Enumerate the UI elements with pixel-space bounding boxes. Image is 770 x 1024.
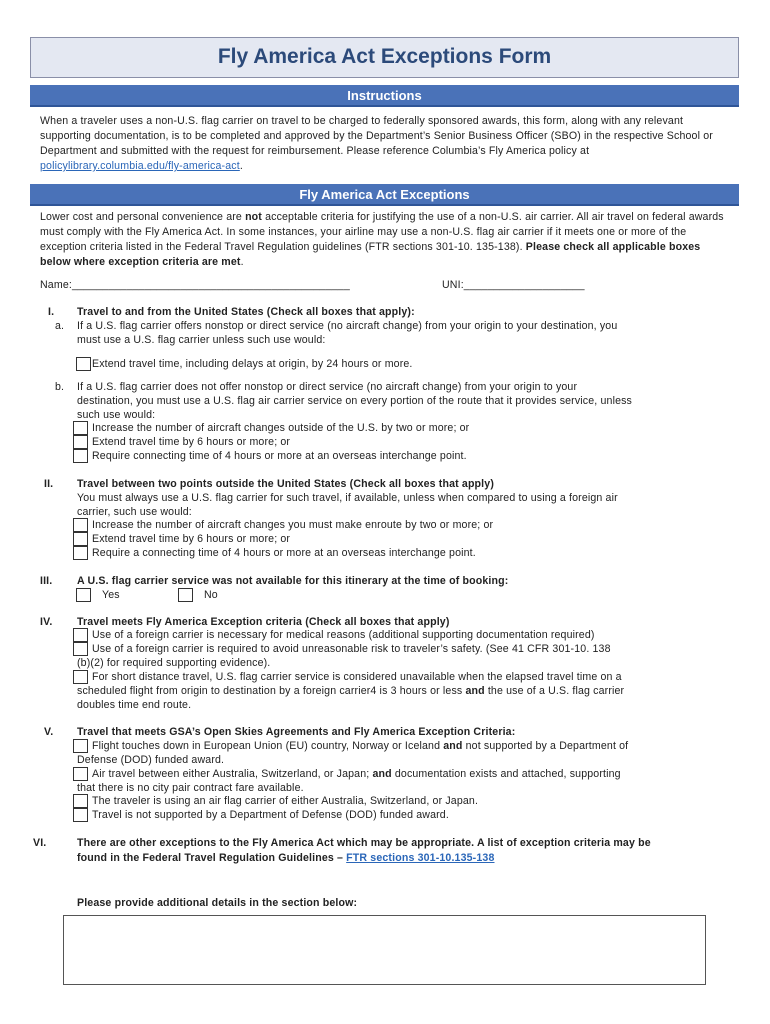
label-5-opt2b: that there is no city pair contract fare available. [77,782,304,794]
checkbox-5-opt1[interactable] [73,739,88,753]
label-4-opt1: Use of a foreign carrier is necessary for medical reasons (additional supporting documentation required) [92,629,595,641]
label-2-opt1: Increase the number of aircraft changes you must make enroute by two or more; or [92,519,494,531]
label-4-opt3b2: the use of a U.S. flag carrier [484,685,625,697]
label-1b-opt2: Extend travel time by 6 hours or more; or [92,436,291,448]
checkbox-yes[interactable] [76,588,91,602]
section-5-title: Travel that meets GSA’s Open Skies Agreements and Fly America Exception Criteria: [77,726,516,738]
section-3-num: III. [40,575,53,587]
section-1-title: Travel to and from the United States (Check all boxes that apply): [77,306,415,318]
label-4-opt3b [77,684,624,698]
section-4-title: Travel meets Fly America Exception criteria (Check all boxes that apply) [77,616,450,628]
label-5-opt2a [92,767,621,781]
exceptions-bold: Please check all applicable boxes below where exception criteria are met [40,241,701,268]
checkbox-1b-opt1[interactable] [73,421,88,435]
section-6-line1: There are other exceptions to the Fly America Act which may be appropriate. A list of exception criteria may be [77,837,651,849]
instructions-header: Instructions [30,85,739,107]
exceptions-header: Fly America Act Exceptions [30,184,739,206]
label-5-opt3: The traveler is using an air flag carrier of either Australia, Switzerland, or Japan. [92,795,479,807]
details-label: Please provide additional details in the section below: [77,897,358,909]
section-1b-text2: destination, you must use a U.S. flag air carrier service on every portion of the route that it provides service, unless [77,395,633,407]
exceptions-not: not [245,211,262,223]
section-1b-text1: If a U.S. flag carrier does not offer nonstop or direct service (no aircraft change) from your origin to your [77,381,578,393]
label-2-opt2: Extend travel time by 6 hours or more; or [92,533,291,545]
section-1a-text2: must use a U.S. flag carrier unless such use would: [77,334,326,346]
uni-field[interactable]: UNI:____________________ [442,279,585,291]
label-4-opt2b: (b)(2) for required supporting evidence). [77,657,271,669]
label-4-opt3b1: scheduled flight from origin to destination by a foreign carrier4 is 3 hours or less [77,685,466,697]
instructions-end: . [239,160,243,172]
checkbox-4-opt2[interactable] [73,642,88,656]
instructions-text [40,114,730,174]
form-title: Fly America Act Exceptions Form [30,37,739,78]
section-2-text2: carrier, such use would: [77,506,192,518]
checkbox-no[interactable] [178,588,193,602]
checkbox-5-opt3[interactable] [73,794,88,808]
exceptions-end: . [240,256,244,268]
label-yes: Yes [102,589,120,601]
section-1a-text1: If a U.S. flag carrier offers nonstop or direct service (no aircraft change) from your origin to your destination, you [77,320,618,332]
label-5-opt1b: Defense (DOD) funded award. [77,754,225,766]
checkbox-1a-opt1[interactable] [76,357,91,371]
label-4-opt3b-and: and [465,685,485,697]
label-2-opt3: Require a connecting time of 4 hours or more at an overseas interchange point. [92,547,476,559]
label-4-opt3a: For short distance travel, U.S. flag carrier service is considered unavailable when the elapsed travel time on a [92,671,622,683]
section-1b-num: b. [55,381,65,393]
section-6-num: VI. [33,837,47,849]
section-5-num: V. [44,726,54,738]
label-5-opt1a [92,739,628,753]
instructions-body: When a traveler uses a non-U.S. flag carrier on travel to be charged to federally sponsored awards, this form, along with any relevant supporting documentation, is to be completed and approved by the Department’s Senior Business Officer (SBO) in the respective School or Department and submitted with the request for reimbursement. Please reference Columbia’s Fly America policy at [40,115,713,157]
section-2-num: II. [44,478,54,490]
label-1b-opt3: Require connecting time of 4 hours or more at an overseas interchange point. [92,450,467,462]
label-5-opt1a-text: Flight touches down in European Union (EU) country, Norway or Iceland [92,740,444,752]
label-1a-opt1: Extend travel time, including delays at origin, by 24 hours or more. [92,358,413,370]
checkbox-5-opt4[interactable] [73,808,88,822]
label-5-opt1a2: not supported by a Department of [462,740,629,752]
exceptions-p1: Lower cost and personal convenience are [40,211,246,223]
checkbox-4-opt1[interactable] [73,628,88,642]
label-5-opt4: Travel is not supported by a Department of Defense (DOD) funded award. [92,809,449,821]
checkbox-2-opt2[interactable] [73,532,88,546]
exceptions-text [40,210,730,270]
section-3-title: A U.S. flag carrier service was not available for this itinerary at the time of booking: [77,575,509,587]
checkbox-1b-opt2[interactable] [73,435,88,449]
section-4-num: IV. [40,616,53,628]
label-no: No [204,589,218,601]
label-1b-opt1: Increase the number of aircraft changes outside of the U.S. by two or more; or [92,422,470,434]
section-1a-num: a. [55,320,65,332]
details-textbox[interactable] [63,915,706,985]
checkbox-1b-opt3[interactable] [73,449,88,463]
exceptions-p1b: acceptable criteria for justifying the use of a non-U.S. air carrier. All air travel on federal awards must comply with the Fly America Act. In some instances, your airline may use a non-U.S. flag air carrier if it meets one or more of the exception criteria listed in the Federal Travel Regulation guidelines (FTR sections 301-10. 135-138). [40,211,724,253]
checkbox-2-opt3[interactable] [73,546,88,560]
checkbox-4-opt3[interactable] [73,670,88,684]
label-5-opt2a-text: Air travel between either Australia, Switzerland, or Japan; [92,768,373,780]
label-4-opt3c: doubles time end route. [77,699,192,711]
label-5-opt2-and: and [372,768,392,780]
checkbox-5-opt2[interactable] [73,767,88,781]
label-5-opt1-and: and [443,740,463,752]
name-field[interactable]: Name:______________________________________________ [40,279,350,291]
policy-link[interactable]: policylibrary.columbia.edu/fly-america-act [40,160,240,172]
label-5-opt2a2: documentation exists and attached, supporting [391,768,621,780]
section-2-title: Travel between two points outside the United States (Check all boxes that apply) [77,478,494,490]
section-6-line2-text: found in the Federal Travel Regulation Guidelines – [77,852,347,864]
section-1b-text3: such use would: [77,409,156,421]
section-6-line2 [77,851,495,865]
checkbox-2-opt1[interactable] [73,518,88,532]
section-1-num: I. [48,306,55,318]
section-2-text1: You must always use a U.S. flag carrier for such travel, if available, unless when compared to using a foreign air [77,492,618,504]
ftr-link[interactable]: FTR sections 301-10.135-138 [346,852,495,864]
label-4-opt2a: Use of a foreign carrier is required to avoid unreasonable risk to traveler’s safety. (See 41 CFR 301-10. 138 [92,643,611,655]
